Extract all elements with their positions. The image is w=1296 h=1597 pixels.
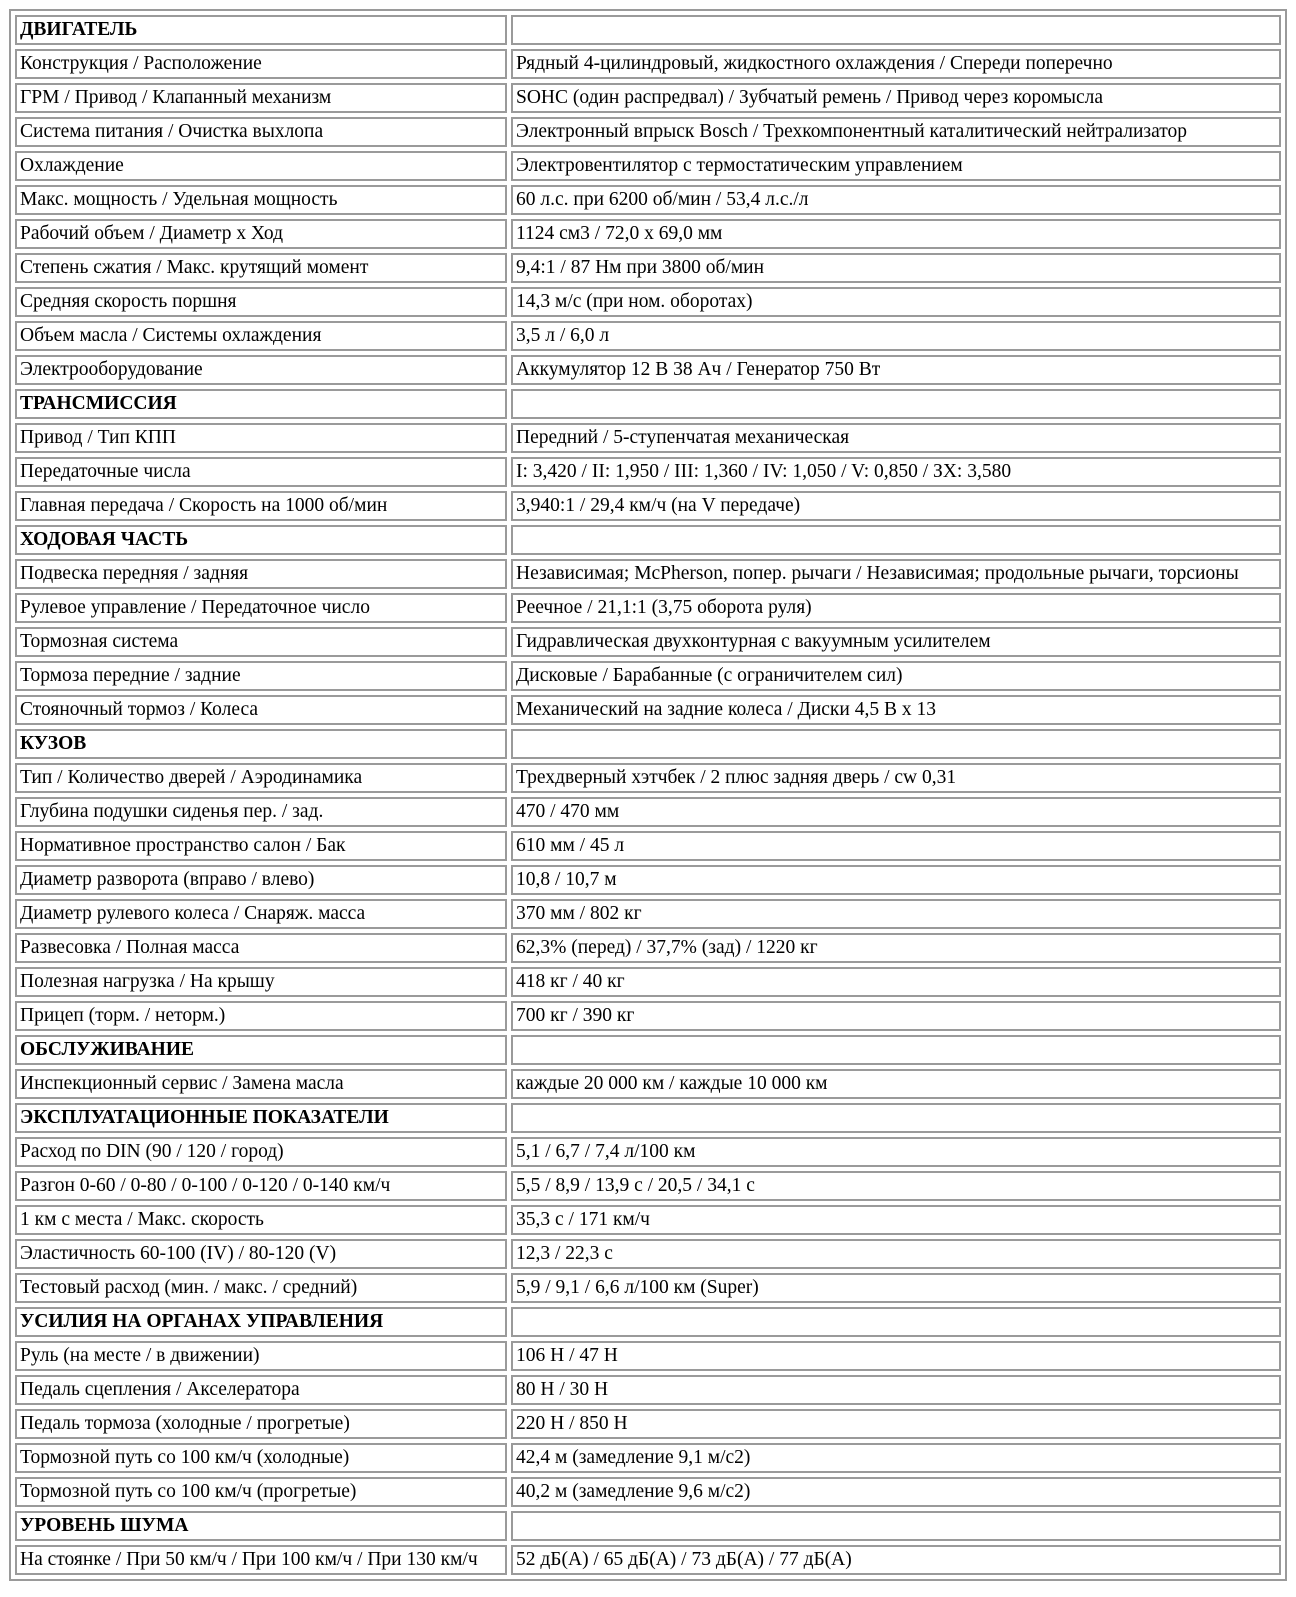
spec-label: Глубина подушки сиденья пер. / зад. [15,797,507,827]
spec-value: Рядный 4-цилиндровый, жидкостного охлаждения / Спереди поперечно [511,49,1281,79]
section-header-row [15,1035,1281,1065]
table-row [15,1205,1281,1235]
spec-value: Электровентилятор с термостатическим управлением [511,151,1281,181]
spec-label: Средняя скорость поршня [15,287,507,317]
spec-label: Разгон 0-60 / 0-80 / 0-100 / 0-120 / 0-140 км/ч [15,1171,507,1201]
table-row [15,627,1281,657]
spec-label: Диаметр рулевого колеса / Снаряж. масса [15,899,507,929]
table-row [15,321,1281,351]
spec-label: Главная передача / Скорость на 1000 об/мин [15,491,507,521]
table-row [15,1341,1281,1371]
table-row [15,287,1281,317]
spec-label: Педаль тормоза (холодные / прогретые) [15,1409,507,1439]
section-title: УРОВЕНЬ ШУМА [15,1511,507,1541]
table-row [15,219,1281,249]
spec-table-body [15,15,1281,1575]
spec-value: 42,4 м (замедление 9,1 м/с2) [511,1443,1281,1473]
table-row [15,49,1281,79]
spec-table [9,9,1287,1581]
spec-label: Электрооборудование [15,355,507,385]
spec-label: 1 км с места / Макс. скорость [15,1205,507,1235]
table-row [15,933,1281,963]
section-header-row [15,1103,1281,1133]
section-empty-cell [511,1103,1281,1133]
spec-value: Электронный впрыск Bosch / Трехкомпонентный каталитический нейтрализатор [511,117,1281,147]
spec-value: Передний / 5-ступенчатая механическая [511,423,1281,453]
table-row [15,1001,1281,1031]
spec-label: Рулевое управление / Передаточное число [15,593,507,623]
section-title: ЭКСПЛУАТАЦИОННЫЕ ПОКАЗАТЕЛИ [15,1103,507,1133]
spec-label: Рабочий объем / Диаметр х Ход [15,219,507,249]
spec-label: ГРМ / Привод / Клапанный механизм [15,83,507,113]
table-row [15,661,1281,691]
spec-label: На стоянке / При 50 км/ч / При 100 км/ч / При 130 км/ч [15,1545,507,1575]
spec-value: Гидравлическая двухконтурная с вакуумным усилителем [511,627,1281,657]
spec-label: Степень сжатия / Макс. крутящий момент [15,253,507,283]
spec-label: Педаль сцепления / Акселератора [15,1375,507,1405]
table-row [15,797,1281,827]
section-title: ХОДОВАЯ ЧАСТЬ [15,525,507,555]
table-row [15,117,1281,147]
table-row [15,1409,1281,1439]
section-title: ОБСЛУЖИВАНИЕ [15,1035,507,1065]
spec-label: Объем масла / Системы охлаждения [15,321,507,351]
section-title: УСИЛИЯ НА ОРГАНАХ УПРАВЛЕНИЯ [15,1307,507,1337]
section-empty-cell [511,389,1281,419]
table-row [15,1137,1281,1167]
spec-label: Подвеска передняя / задняя [15,559,507,589]
spec-value: 5,1 / 6,7 / 7,4 л/100 км [511,1137,1281,1167]
table-row [15,1069,1281,1099]
table-row [15,253,1281,283]
spec-label: Конструкция / Расположение [15,49,507,79]
table-row [15,967,1281,997]
spec-value: 470 / 470 мм [511,797,1281,827]
spec-label: Тормозной путь со 100 км/ч (холодные) [15,1443,507,1473]
table-row [15,559,1281,589]
spec-value: 52 дБ(А) / 65 дБ(А) / 73 дБ(А) / 77 дБ(А) [511,1545,1281,1575]
section-title: КУЗОВ [15,729,507,759]
table-row [15,185,1281,215]
spec-label: Макс. мощность / Удельная мощность [15,185,507,215]
spec-label: Стояночный тормоз / Колеса [15,695,507,725]
section-empty-cell [511,15,1281,45]
spec-label: Расход по DIN (90 / 120 / город) [15,1137,507,1167]
spec-value: I: 3,420 / II: 1,950 / III: 1,360 / IV: 1,050 / V: 0,850 / ЗХ: 3,580 [511,457,1281,487]
spec-label: Система питания / Очистка выхлопа [15,117,507,147]
spec-label: Инспекционный сервис / Замена масла [15,1069,507,1099]
table-row [15,865,1281,895]
table-row [15,457,1281,487]
table-row [15,1239,1281,1269]
spec-label: Развесовка / Полная масса [15,933,507,963]
spec-value: Независимая; McPherson, попер. рычаги / Независимая; продольные рычаги, торсионы [511,559,1281,589]
section-header-row [15,1307,1281,1337]
spec-label: Прицеп (торм. / неторм.) [15,1001,507,1031]
spec-value: Трехдверный хэтчбек / 2 плюс задняя дверь / cw 0,31 [511,763,1281,793]
table-row [15,1375,1281,1405]
spec-value: 14,3 м/с (при ном. оборотах) [511,287,1281,317]
spec-label: Охлаждение [15,151,507,181]
table-row [15,1171,1281,1201]
spec-label: Тормоза передние / задние [15,661,507,691]
spec-value: 610 мм / 45 л [511,831,1281,861]
section-header-row [15,15,1281,45]
spec-value: 9,4:1 / 87 Нм при 3800 об/мин [511,253,1281,283]
table-row [15,1273,1281,1303]
spec-label: Передаточные числа [15,457,507,487]
table-row [15,831,1281,861]
table-row [15,695,1281,725]
spec-value: 5,9 / 9,1 / 6,6 л/100 км (Super) [511,1273,1281,1303]
table-row [15,1443,1281,1473]
spec-value: 1124 см3 / 72,0 х 69,0 мм [511,219,1281,249]
spec-label: Диаметр разворота (вправо / влево) [15,865,507,895]
spec-value: Механический на задние колеса / Диски 4,5 В х 13 [511,695,1281,725]
spec-value: Реечное / 21,1:1 (3,75 оборота руля) [511,593,1281,623]
section-title: ДВИГАТЕЛЬ [15,15,507,45]
spec-label: Эластичность 60-100 (IV) / 80-120 (V) [15,1239,507,1269]
section-header-row [15,729,1281,759]
section-empty-cell [511,729,1281,759]
table-row [15,151,1281,181]
spec-value: 106 Н / 47 Н [511,1341,1281,1371]
section-header-row [15,525,1281,555]
spec-value: 35,3 с / 171 км/ч [511,1205,1281,1235]
spec-label: Тормозной путь со 100 км/ч (прогретые) [15,1477,507,1507]
spec-value: 3,940:1 / 29,4 км/ч (на V передаче) [511,491,1281,521]
spec-value: Дисковые / Барабанные (с ограничителем сил) [511,661,1281,691]
spec-value: 418 кг / 40 кг [511,967,1281,997]
spec-value: 62,3% (перед) / 37,7% (зад) / 1220 кг [511,933,1281,963]
spec-value: 700 кг / 390 кг [511,1001,1281,1031]
spec-value: 370 мм / 802 кг [511,899,1281,929]
spec-label: Привод / Тип КПП [15,423,507,453]
spec-label: Полезная нагрузка / На крышу [15,967,507,997]
spec-value: 10,8 / 10,7 м [511,865,1281,895]
spec-value: 5,5 / 8,9 / 13,9 с / 20,5 / 34,1 с [511,1171,1281,1201]
spec-value: 12,3 / 22,3 с [511,1239,1281,1269]
section-header-row [15,389,1281,419]
spec-value: каждые 20 000 км / каждые 10 000 км [511,1069,1281,1099]
table-row [15,423,1281,453]
spec-value: SOHC (один распредвал) / Зубчатый ремень / Привод через коромысла [511,83,1281,113]
table-row [15,491,1281,521]
section-empty-cell [511,1307,1281,1337]
spec-value: 3,5 л / 6,0 л [511,321,1281,351]
section-empty-cell [511,1511,1281,1541]
table-row [15,1477,1281,1507]
section-title: ТРАНСМИССИЯ [15,389,507,419]
spec-value: Аккумулятор 12 В 38 Ач / Генератор 750 Вт [511,355,1281,385]
table-row [15,763,1281,793]
spec-label: Руль (на месте / в движении) [15,1341,507,1371]
section-empty-cell [511,525,1281,555]
spec-value: 40,2 м (замедление 9,6 м/с2) [511,1477,1281,1507]
spec-value: 80 Н / 30 Н [511,1375,1281,1405]
table-row [15,899,1281,929]
table-row [15,1545,1281,1575]
spec-label: Тип / Количество дверей / Аэродинамика [15,763,507,793]
section-header-row [15,1511,1281,1541]
spec-label: Тормозная система [15,627,507,657]
spec-value: 220 Н / 850 Н [511,1409,1281,1439]
table-row [15,593,1281,623]
table-row [15,83,1281,113]
section-empty-cell [511,1035,1281,1065]
spec-value: 60 л.с. при 6200 об/мин / 53,4 л.с./л [511,185,1281,215]
spec-label: Нормативное пространство салон / Бак [15,831,507,861]
table-row [15,355,1281,385]
spec-label: Тестовый расход (мин. / макс. / средний) [15,1273,507,1303]
